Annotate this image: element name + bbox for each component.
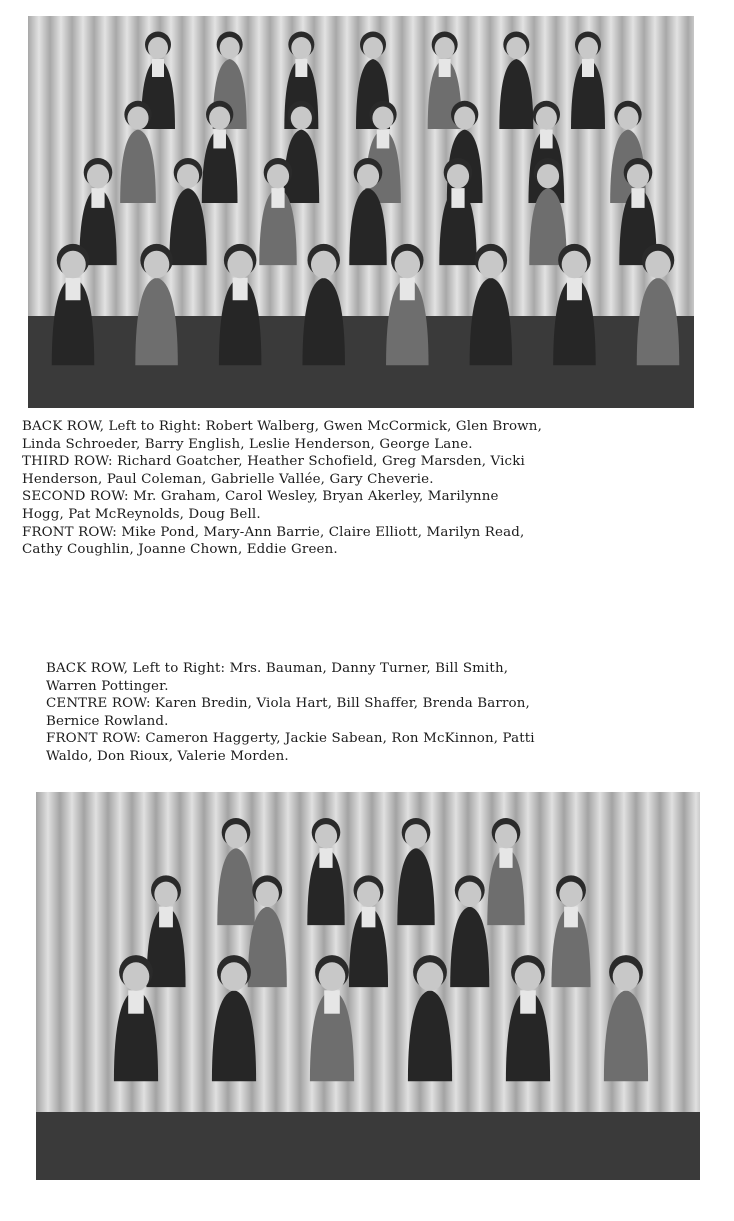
person-figure xyxy=(386,244,429,365)
person-figure xyxy=(212,955,256,1081)
caption-line: THIRD ROW: Richard Goatcher, Heather Schofield, Greg Marsden, Vicki xyxy=(22,454,525,470)
caption-line: Linda Schroeder, Barry English, Leslie Henderson, George Lane. xyxy=(22,436,473,452)
person-figure xyxy=(120,101,156,203)
person-figure xyxy=(202,101,238,203)
person-figure xyxy=(302,244,345,365)
person-figure xyxy=(307,818,344,925)
person-figure xyxy=(553,244,596,365)
class-photo-bottom xyxy=(36,792,700,1180)
person-figure xyxy=(506,955,550,1081)
person-figure xyxy=(604,955,648,1081)
caption-line: Cathy Coughlin, Joanne Chown, Eddie Green. xyxy=(22,542,338,558)
class-photo-top xyxy=(28,16,694,408)
person-figure xyxy=(450,875,489,987)
group-photo-icon xyxy=(36,792,700,1180)
person-figure xyxy=(447,101,483,203)
person-figure xyxy=(52,244,95,365)
caption-line: BACK ROW, Left to Right: Mrs. Bauman, Danny Turner, Bill Smith, xyxy=(46,661,509,676)
person-figure xyxy=(349,158,386,265)
caption-line: Henderson, Paul Coleman, Gabrielle Vallée, Gary Cheverie. xyxy=(22,471,434,487)
person-figure xyxy=(219,244,262,365)
person-figure xyxy=(487,818,524,925)
caption-top xyxy=(22,418,712,559)
person-figure xyxy=(259,158,296,265)
caption-line: FRONT ROW: Cameron Haggerty, Jackie Sabean, Ron McKinnon, Patti xyxy=(46,731,535,747)
person-figure xyxy=(551,875,590,987)
group-photo-icon xyxy=(28,16,694,408)
person-figure xyxy=(408,955,452,1081)
caption-line: CENTRE ROW: Karen Bredin, Viola Hart, Bill Shaffer, Brenda Barron, xyxy=(46,696,530,712)
caption-line: Warren Pottinger. xyxy=(46,678,169,694)
person-figure xyxy=(79,158,116,265)
caption-bottom xyxy=(46,660,706,766)
person-figure xyxy=(217,818,254,925)
person-figure xyxy=(637,244,680,365)
person-figure xyxy=(571,32,605,130)
caption-line: Hogg, Pat McReynolds, Doug Bell. xyxy=(22,506,261,522)
caption-line: SECOND ROW: Mr. Graham, Carol Wesley, Bryan Akerley, Marilynne xyxy=(22,489,499,505)
person-figure xyxy=(349,875,388,987)
caption-line: Bernice Rowland. xyxy=(46,713,169,729)
person-figure xyxy=(439,158,476,265)
person-figure xyxy=(529,158,566,265)
person-figure xyxy=(470,244,513,365)
person-figure xyxy=(135,244,178,365)
caption-line: Waldo, Don Rioux, Valerie Morden. xyxy=(46,748,289,764)
caption-line: BACK ROW, Left to Right: Robert Walberg, Gwen McCormick, Glen Brown, xyxy=(22,419,542,434)
person-figure xyxy=(114,955,158,1081)
person-figure xyxy=(169,158,206,265)
person-figure xyxy=(248,875,287,987)
person-figure xyxy=(283,101,319,203)
caption-line: FRONT ROW: Mike Pond, Mary-Ann Barrie, Claire Elliott, Marilyn Read, xyxy=(22,524,525,540)
person-figure xyxy=(310,955,354,1081)
person-figure xyxy=(397,818,434,925)
person-figure xyxy=(499,32,533,130)
